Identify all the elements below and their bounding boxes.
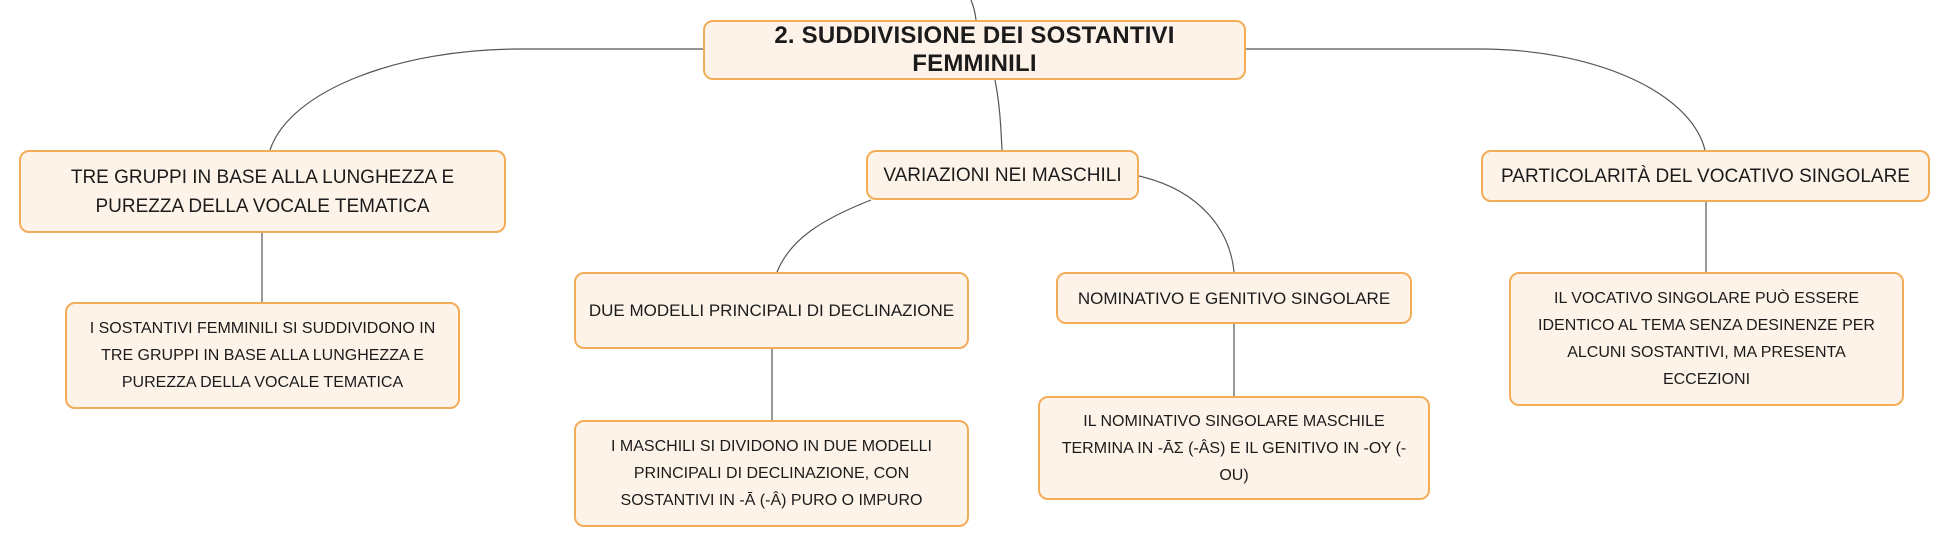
connector-root-branch2: [995, 80, 1002, 150]
connector-branch2-child1: [777, 200, 871, 272]
subbranch-node-nominative-genitive[interactable]: [1056, 272, 1412, 324]
subbranch-node-two-models[interactable]: [574, 272, 969, 349]
detail-node-text: IL NOMINATIVO SINGOLARE MASCHILE TERMINA IN -ᾹΣ (-ÂS) E IL GENITIVO IN -ΟΥ (-OU): [1061, 412, 1407, 484]
branch-node-vocative[interactable]: [1481, 150, 1930, 202]
root-node[interactable]: [703, 20, 1246, 80]
branch-node-label: PARTICOLARITÀ DEL VOCATIVO SINGOLARE: [1501, 165, 1910, 187]
connector-root-branch1: [270, 49, 703, 150]
connector-branch2-child2: [1139, 176, 1234, 272]
detail-node-text: IL VOCATIVO SINGOLARE PUÒ ESSERE IDENTICO AL TEMA SENZA DESINENZE PER ALCUNI SOSTANTIVI, MA PRESENTA ECCEZIONI: [1538, 290, 1875, 388]
detail-node-text: I MASCHILI SI DIVIDONO IN DUE MODELLI PRINCIPALI DI DECLINAZIONE, CON SOSTANTIVI IN -Ᾱ (-Â) PURO O IMPURO: [611, 438, 932, 509]
connector-parent-root: [971, 0, 976, 20]
detail-node-vocative[interactable]: [1509, 272, 1904, 406]
branch-node-label: TRE GRUPPI IN BASE ALLA LUNGHEZZA E PUREZZA DELLA VOCALE TEMATICA: [70, 166, 455, 217]
branch-node-masculine-variations[interactable]: [866, 150, 1139, 200]
detail-node-nominative-genitive[interactable]: [1038, 396, 1430, 500]
subbranch-node-label: NOMINATIVO E GENITIVO SINGOLARE: [1077, 288, 1391, 308]
detail-node-two-models[interactable]: [574, 420, 969, 527]
subbranch-node-label: DUE MODELLI PRINCIPALI DI DECLINAZIONE: [588, 301, 955, 320]
connector-root-branch3: [1246, 49, 1705, 150]
branch-node-three-groups[interactable]: [19, 150, 506, 233]
root-node-label: 2. SUDDIVISIONE DEI SOSTANTIVI FEMMINILI: [774, 22, 1175, 77]
branch-node-label: VARIAZIONI NEI MASCHILI: [883, 164, 1122, 186]
detail-node-text: I SOSTANTIVI FEMMINILI SI SUDDIVIDONO IN TRE GRUPPI IN BASE ALLA LUNGHEZZA E PUREZZA DELLA VOCALE TEMATICA: [89, 320, 436, 391]
detail-node-three-groups[interactable]: [65, 302, 460, 409]
